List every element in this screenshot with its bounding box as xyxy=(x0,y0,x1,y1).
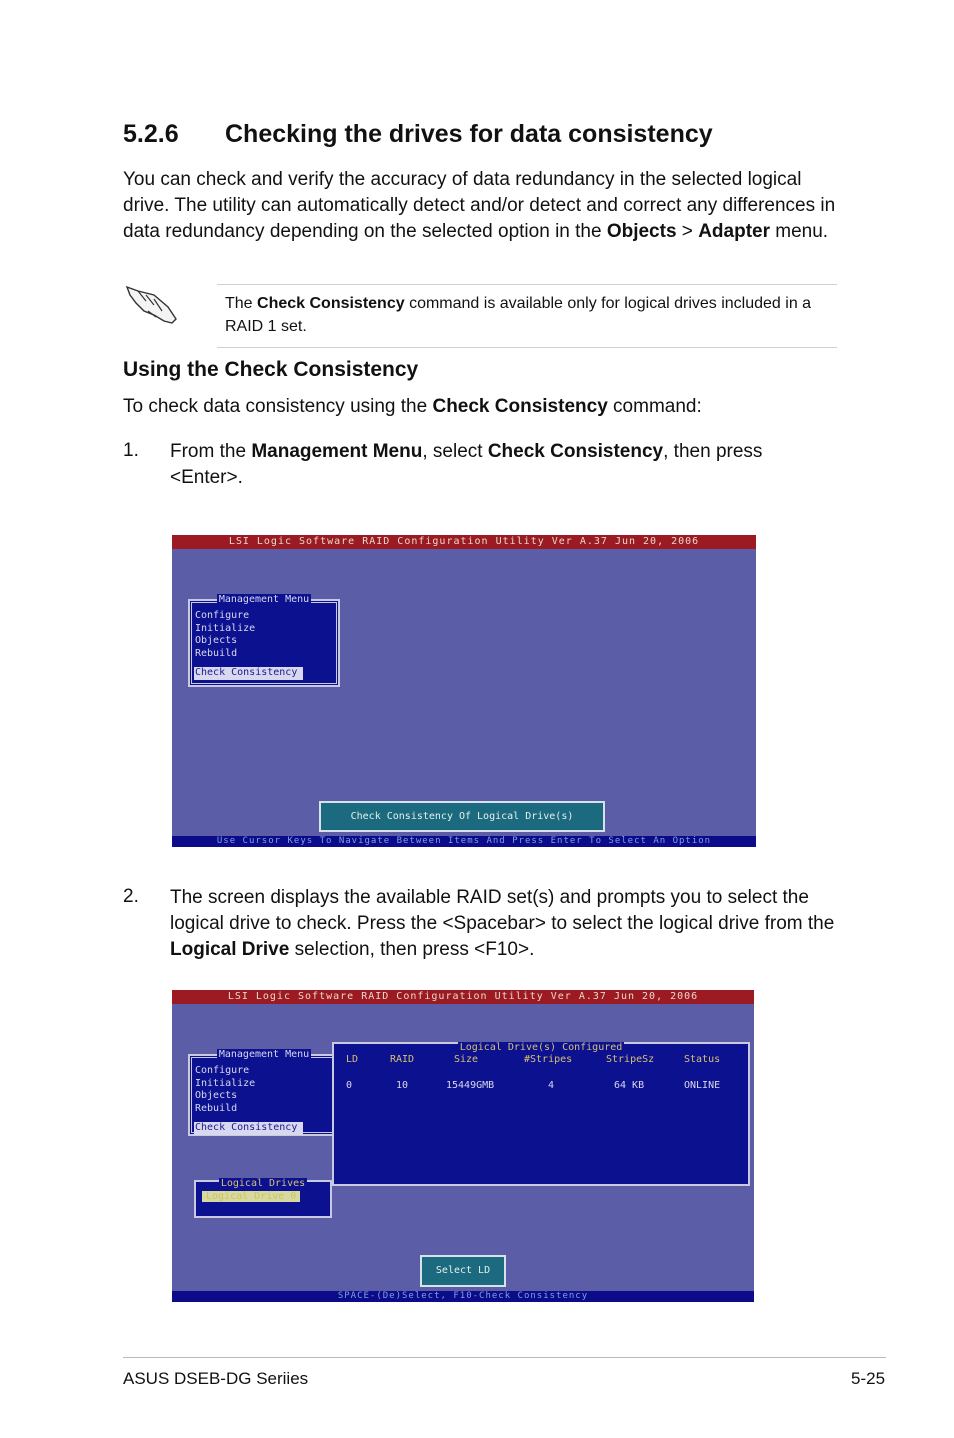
section-number: 5.2.6 xyxy=(123,120,179,148)
note-box xyxy=(217,284,837,348)
step1-t1: From the xyxy=(170,441,252,462)
col-header-ld: LD xyxy=(346,1054,359,1065)
help-bar: Use Cursor Keys To Navigate Between Items And Press Enter To Select An Option xyxy=(172,836,756,847)
management-menu xyxy=(188,1049,340,1136)
ld-list-title-text: Logical Drives xyxy=(220,1178,306,1189)
footer-page-number: 5-25 xyxy=(851,1369,886,1388)
lead-command: Check Consistency xyxy=(432,396,608,417)
step2-logical-drive: Logical Drive xyxy=(170,939,290,960)
utility-title-bar: LSI Logic Software RAID Configuration Utility Ver A.37 Jun 20, 2006 xyxy=(172,990,754,1004)
note-post: command is available only for logical drives included in a RAID 1 set. xyxy=(225,295,812,335)
step2-text xyxy=(170,885,850,963)
select-ld-prompt: Select LD xyxy=(420,1255,506,1287)
management-menu-title-text: Management Menu xyxy=(218,594,310,605)
logical-drives-list xyxy=(194,1180,332,1218)
ld-list-title xyxy=(196,1178,330,1190)
lead-pre: To check data consistency using the xyxy=(123,396,433,417)
col-header-stripes: #Stripes xyxy=(524,1054,573,1065)
step1-t2: , select xyxy=(422,441,488,462)
lead-paragraph xyxy=(123,394,838,420)
ld-list-item-0[interactable]: Logical Drive 0 xyxy=(202,1191,300,1202)
logical-drives-configured-table xyxy=(332,1042,750,1186)
bios-screenshot-2 xyxy=(172,990,754,1302)
ld-cell-ld: 0 xyxy=(346,1080,353,1091)
note-pre: The xyxy=(225,295,258,312)
management-menu-title xyxy=(190,594,338,606)
menu-item-configure[interactable]: Configure xyxy=(195,610,250,621)
menu-item-rebuild[interactable]: Rebuild xyxy=(195,647,238,659)
menu-item-configure[interactable]: Configure xyxy=(195,1065,250,1076)
utility-title-bar: LSI Logic Software RAID Configuration Utility Ver A.37 Jun 20, 2006 xyxy=(172,535,756,549)
menu-separator: > xyxy=(676,221,699,242)
ld-cell-size: 15449GMB xyxy=(446,1080,495,1091)
menu-item-objects[interactable]: Objects xyxy=(195,1090,238,1101)
management-menu-title-text: Management Menu xyxy=(218,1049,310,1060)
col-header-stripesz: StripeSz xyxy=(606,1054,655,1065)
ld-table-title xyxy=(334,1042,748,1054)
step1-number: 1. xyxy=(123,440,139,461)
management-menu xyxy=(188,594,340,687)
subheading: Using the Check Consistency xyxy=(123,358,419,381)
step1-t3: , then press <Enter>. xyxy=(170,441,763,488)
adapter-term: Adapter xyxy=(698,221,770,242)
footer-product: ASUS DSEB-DG Seriies xyxy=(123,1369,309,1388)
intro-paragraph xyxy=(123,167,838,245)
help-bar: SPACE-(De)Select, F10-Check Consistency xyxy=(172,1291,754,1302)
menu-item-objects[interactable]: Objects xyxy=(195,635,238,646)
col-header-status: Status xyxy=(684,1054,721,1065)
note-command: Check Consistency xyxy=(257,295,405,312)
step2-t1: The screen displays the available RAID set(s) and prompts you to select the logical drive to check. Press the <Spacebar> to select the logical drive from the xyxy=(170,887,835,934)
ld-table-title-text: Logical Drive(s) Configured xyxy=(459,1042,623,1053)
intro-text: You can check and verify the accuracy of data redundancy in the selected logical drive. The utility can automatically detect and/or detect and correct any differences in data redundancy depending on the selected option in the xyxy=(123,169,836,242)
ld-cell-raid: 10 xyxy=(396,1080,409,1091)
note-text xyxy=(225,292,835,338)
ld-cell-stripesz: 64 KB xyxy=(614,1080,645,1091)
menu-item-initialize[interactable]: Initialize xyxy=(195,622,256,634)
lead-post: command: xyxy=(607,396,702,417)
menu-item-check-consistency[interactable]: Check Consistency xyxy=(194,667,303,680)
management-menu-title xyxy=(190,1049,338,1061)
step2-t2: selection, then press <F10>. xyxy=(289,939,535,960)
step1-text xyxy=(170,439,790,491)
bios-screenshot-1 xyxy=(172,535,756,847)
step1-management-menu: Management Menu xyxy=(251,441,423,462)
menu-item-rebuild[interactable]: Rebuild xyxy=(195,1102,238,1114)
objects-term: Objects xyxy=(606,221,677,242)
col-header-raid: RAID xyxy=(390,1054,415,1065)
step1-check-consistency: Check Consistency xyxy=(487,441,664,462)
intro-text-end: menu. xyxy=(769,221,829,242)
status-prompt: Check Consistency Of Logical Drive(s) xyxy=(319,801,605,832)
ld-cell-stripes: 4 xyxy=(548,1080,555,1091)
hand-pointer-icon xyxy=(124,281,180,327)
menu-item-check-consistency[interactable]: Check Consistency xyxy=(194,1122,303,1135)
menu-item-initialize[interactable]: Initialize xyxy=(195,1077,256,1089)
ld-cell-status: ONLINE xyxy=(684,1080,721,1091)
footer-divider xyxy=(123,1357,886,1358)
section-heading xyxy=(123,120,713,149)
section-title: Checking the drives for data consistency xyxy=(225,120,713,148)
step2-number: 2. xyxy=(123,886,139,907)
col-header-size: Size xyxy=(454,1054,479,1065)
